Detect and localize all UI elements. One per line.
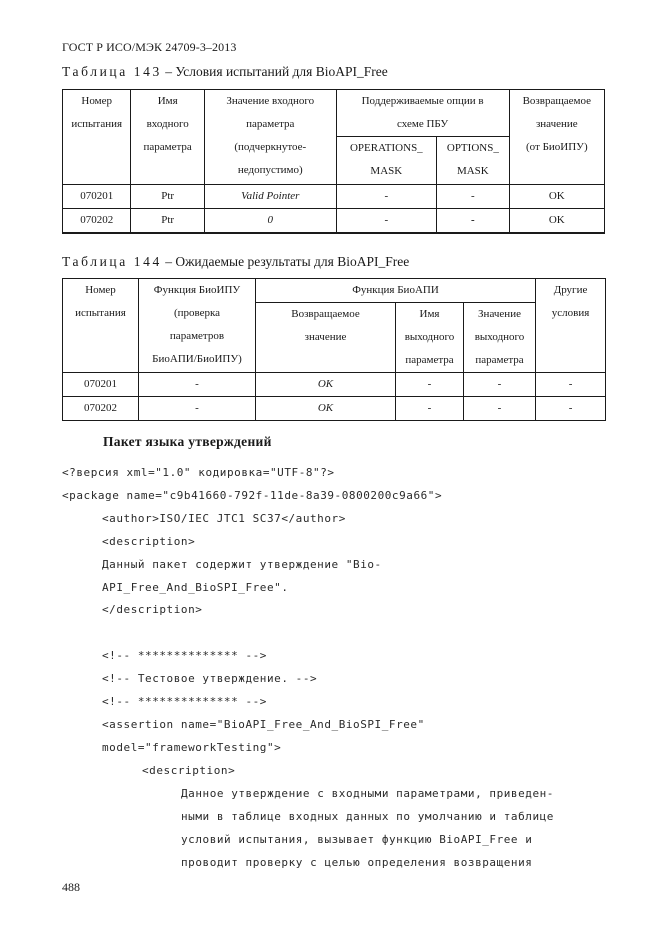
- t144-cell: -: [536, 373, 606, 397]
- t144-header-output-value: Значение выходного параметра: [464, 303, 536, 373]
- code-line: <package name="c9b41660-792f-11de-8a39-0800200c9a66">: [62, 489, 443, 502]
- table-143-caption-title: – Условия испытаний для BioAPI_Free: [161, 64, 388, 79]
- table-row: [63, 373, 606, 397]
- code-line: <!-- ************** -->: [102, 695, 267, 708]
- t144-cell: OK: [256, 373, 396, 397]
- code-line: API_Free_And_BioSPI_Free".: [102, 581, 289, 594]
- table-143-caption-prefix: Таблица 143: [62, 64, 162, 79]
- t143-header-options-mask: OPTIONS_ MASK: [437, 137, 510, 185]
- t143-header-supported-options: Поддерживаемые опции в схеме ПБУ: [336, 90, 509, 137]
- code-line: <!-- Тестовое утверждение. -->: [102, 672, 318, 685]
- t143-header-input-name: Имя входного параметра: [131, 90, 205, 185]
- code-line: model="frameworkTesting">: [102, 741, 282, 754]
- t144-cell: -: [536, 397, 606, 421]
- document-header: ГОСТ Р ИСО/МЭК 24709-3–2013: [62, 40, 237, 54]
- code-line: </description>: [102, 603, 203, 616]
- t144-cell: -: [396, 373, 464, 397]
- code-line: проводит проверку с целью определения возвращения: [181, 856, 533, 869]
- t144-header-bioapi-function: Функция БиоАПИ: [256, 279, 536, 303]
- table-144-caption-prefix: Таблица 144: [62, 254, 162, 269]
- t144-cell: OK: [256, 397, 396, 421]
- page-number: 488: [62, 880, 80, 894]
- code-line: условий испытания, вызывает функцию BioAPI_Free и: [181, 833, 533, 846]
- t143-cell: Valid Pointer: [204, 185, 336, 209]
- code-line: Данный пакет содержит утверждение "Bio-: [102, 558, 382, 571]
- code-line: <?версия xml="1.0" кодировка="UTF-8"?>: [62, 466, 335, 479]
- t144-cell: -: [464, 373, 536, 397]
- code-line: <description>: [142, 764, 236, 777]
- t143-header-input-value: Значение входного параметра (подчеркнутое- недопустимо): [204, 90, 336, 185]
- t143-header-test-number: Номер испытания: [63, 90, 131, 185]
- section-title: Пакет языка утверждений: [103, 434, 272, 449]
- code-line: <description>: [102, 535, 196, 548]
- t144-cell: 070201: [63, 373, 139, 397]
- t143-header-return-value: Возвращаемое значение (от БиоИПУ): [509, 90, 604, 185]
- code-line: <author>ISO/IEC JTC1 SC37</author>: [102, 512, 346, 525]
- t144-cell: -: [464, 397, 536, 421]
- t143-cell: OK: [509, 185, 604, 209]
- t143-cell: -: [336, 185, 437, 209]
- table-144: [62, 278, 606, 421]
- t143-cell: 070201: [63, 185, 131, 209]
- t143-cell: Ptr: [131, 185, 205, 209]
- t143-cell: OK: [509, 209, 604, 234]
- t144-header-other-conditions: Другие условия: [536, 279, 606, 373]
- t144-header-biospi-function: Функция БиоИПУ (проверка параметров БиоАПИ/БиоИПУ): [139, 279, 256, 373]
- t143-cell: -: [437, 185, 510, 209]
- code-line: ными в таблице входных данных по умолчанию и таблице: [181, 810, 554, 823]
- t144-header-return-value: Возвращаемое значение: [256, 303, 396, 373]
- code-line: Данное утверждение с входными параметрами, приведен-: [181, 787, 554, 800]
- t143-cell: Ptr: [131, 209, 205, 234]
- table-row: [63, 397, 606, 421]
- t143-cell: -: [437, 209, 510, 234]
- t144-header-test-number: Номер испытания: [63, 279, 139, 373]
- t144-cell: -: [139, 397, 256, 421]
- t144-cell: 070202: [63, 397, 139, 421]
- t143-cell: 0: [204, 209, 336, 234]
- t143-cell: 070202: [63, 209, 131, 234]
- t143-cell: -: [336, 209, 437, 234]
- code-line: <!-- ************** -->: [102, 649, 267, 662]
- table-144-caption: [62, 254, 409, 270]
- t144-header-output-name: Имя выходного параметра: [396, 303, 464, 373]
- code-line: <assertion name="BioAPI_Free_And_BioSPI_Free": [102, 718, 425, 731]
- t144-cell: -: [139, 373, 256, 397]
- t144-cell: -: [396, 397, 464, 421]
- t143-header-operations-mask: OPERATIONS_ MASK: [336, 137, 437, 185]
- table-144-caption-title: – Ожидаемые результаты для BioAPI_Free: [161, 254, 410, 269]
